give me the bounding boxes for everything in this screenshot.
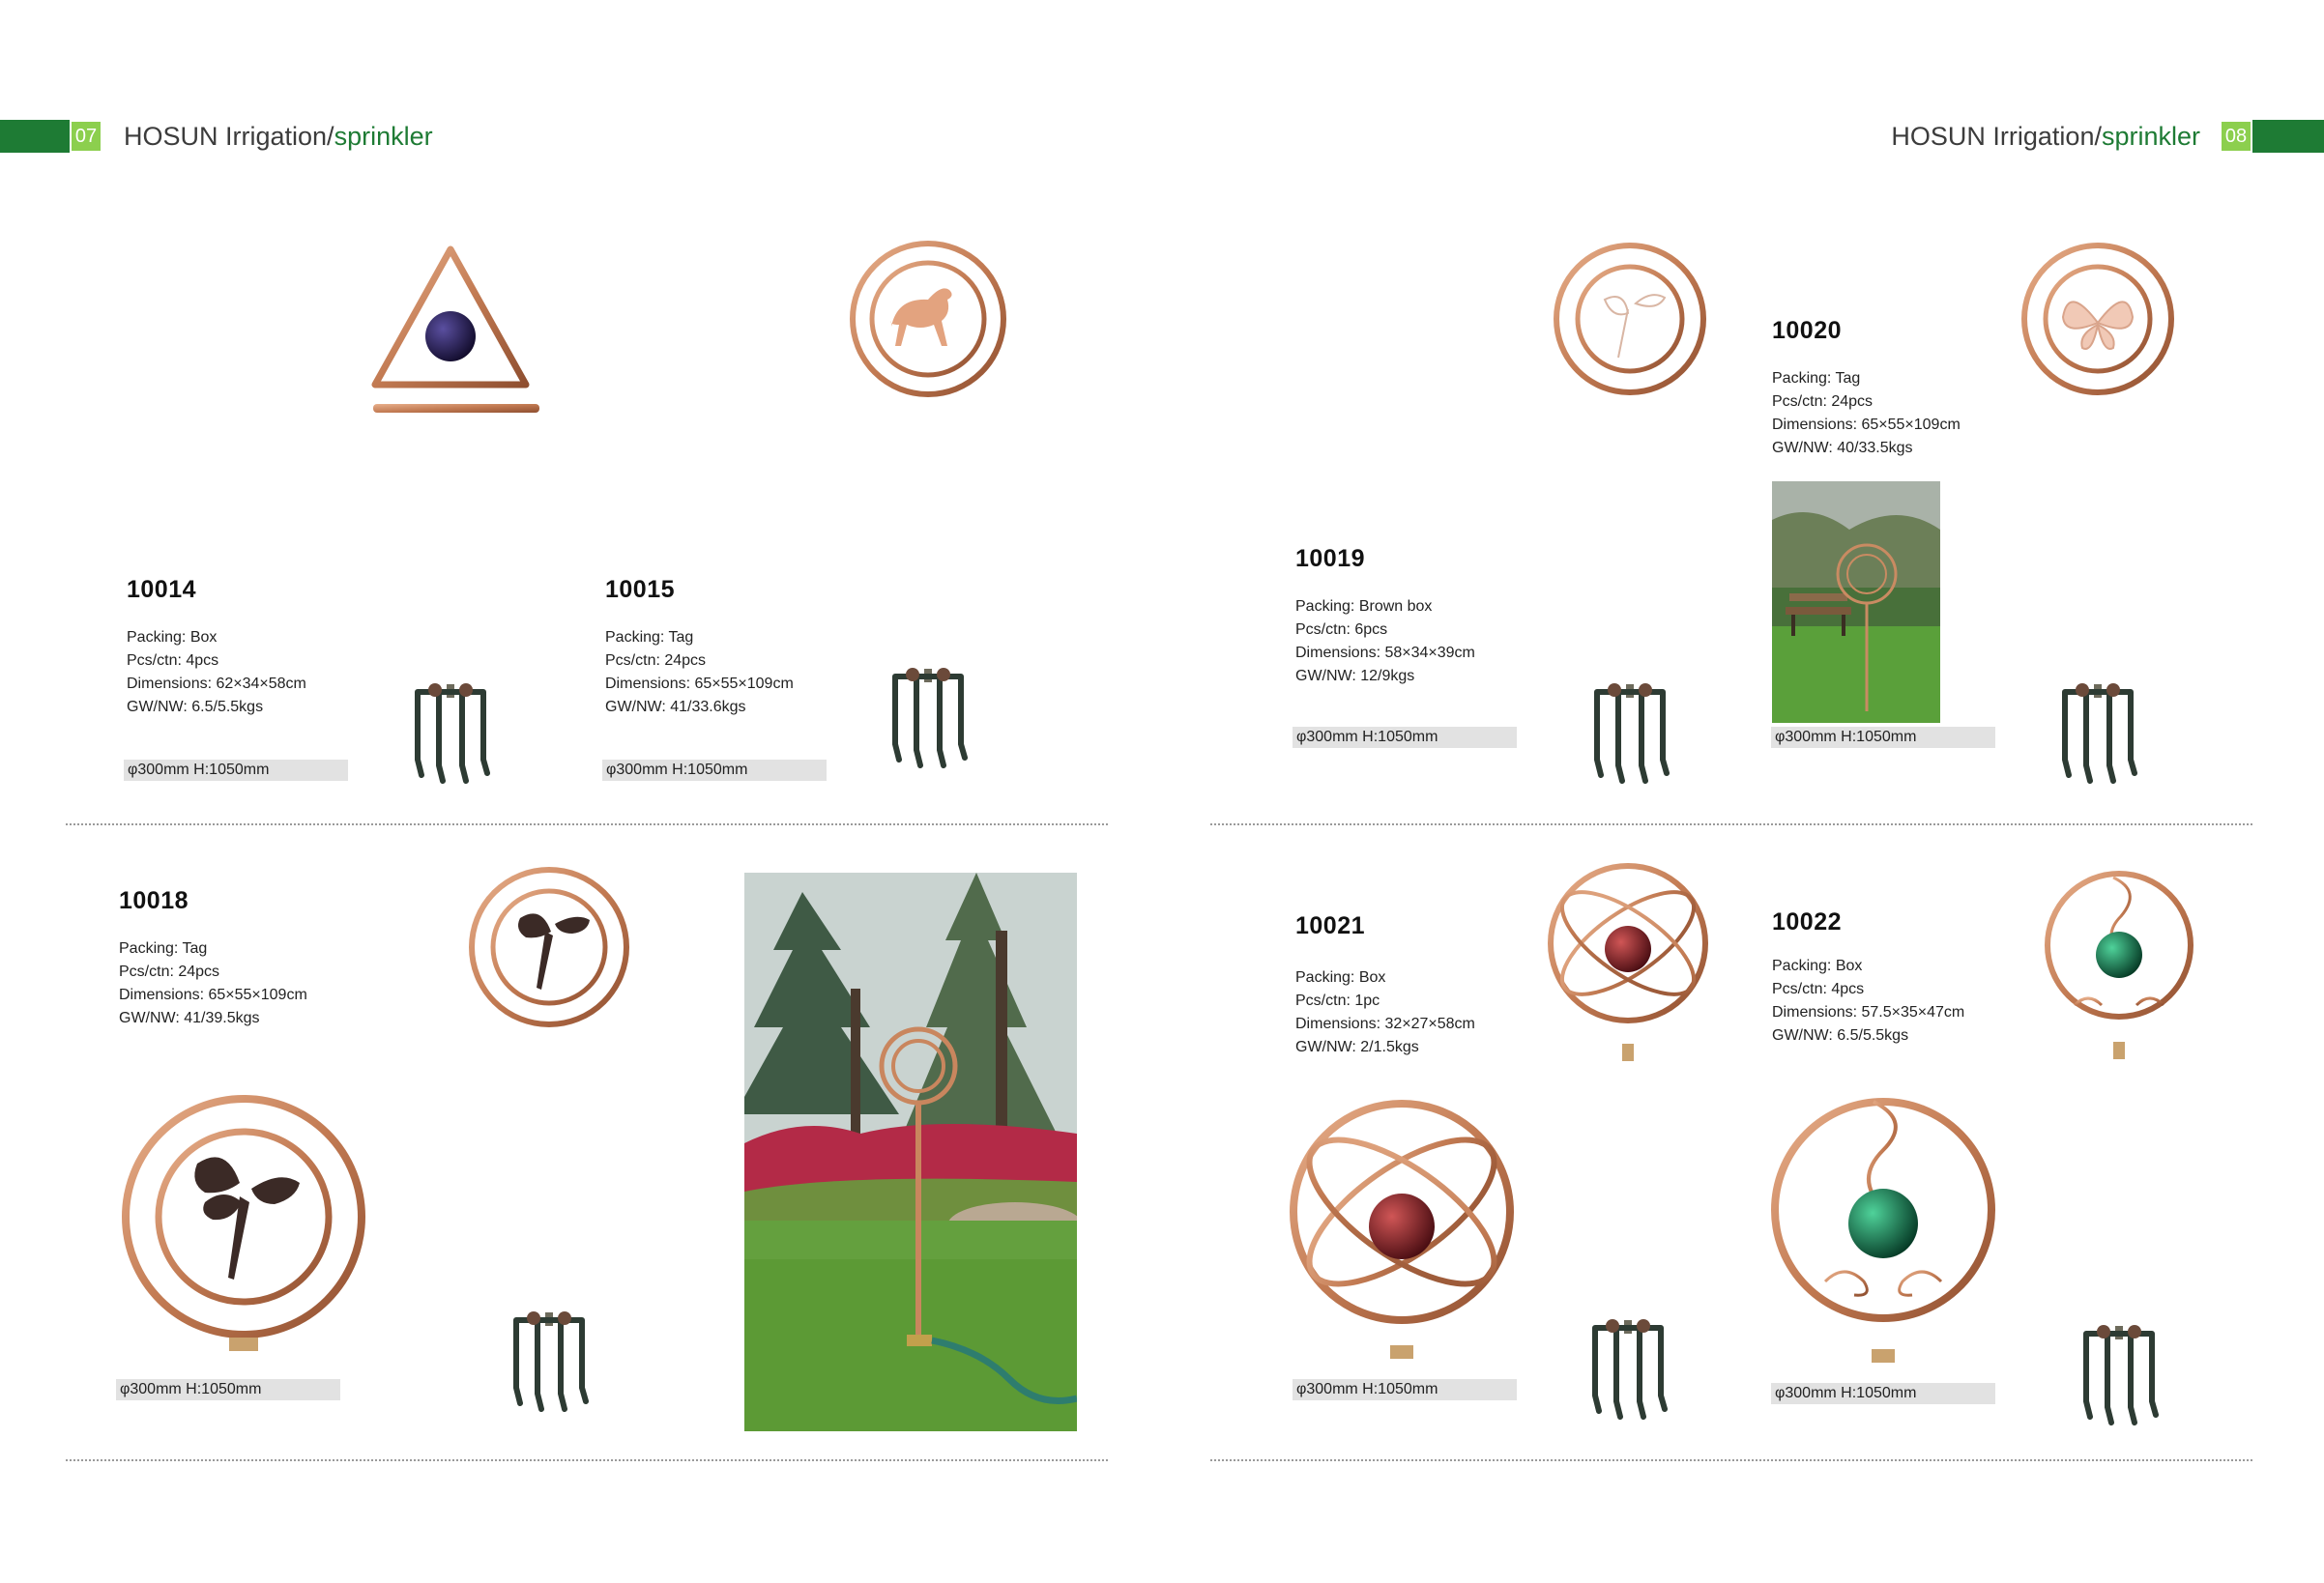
packing-text: Packing: Tag: [119, 940, 208, 957]
size-label: φ300mm H:1050mm: [1771, 727, 1995, 748]
product-code: 10020: [1772, 317, 1843, 344]
packing-text: Packing: Box: [1772, 958, 1863, 974]
product-specs: [119, 937, 307, 1030]
product-specs: [127, 626, 306, 719]
horse-ring-sprinkler-icon: [841, 232, 1015, 792]
pcs-per-carton-text: Pcs/ctn: 4pcs: [127, 652, 219, 669]
product-specs: [1772, 955, 1964, 1048]
product-code: 10018: [119, 887, 189, 914]
gyro-ball-closeup-icon: [1286, 1096, 1518, 1376]
dimensions-text: Dimensions: 58×34×39cm: [1295, 645, 1475, 661]
gyro-ball-sprinkler-icon: [1545, 860, 1719, 1440]
dragonfly-ring-sprinkler-icon: [466, 870, 640, 1430]
page-number-left: 07: [72, 122, 101, 151]
size-label: φ300mm H:1050mm: [1771, 1383, 1995, 1404]
weight-text: GW/NW: 41/39.5kgs: [119, 1010, 260, 1026]
header-bar-right: [2252, 120, 2324, 153]
row-divider-right-bottom: [1210, 1459, 2252, 1461]
weight-text: GW/NW: 2/1.5kgs: [1295, 1039, 1419, 1055]
size-label: φ300mm H:1050mm: [124, 760, 348, 781]
product-code: 10014: [127, 576, 197, 603]
pcs-per-carton-text: Pcs/ctn: 1pc: [1295, 993, 1380, 1009]
product-specs: [1295, 595, 1475, 688]
product-code: 10021: [1295, 912, 1366, 939]
header-title-left: [124, 120, 433, 153]
size-label: φ300mm H:1050mm: [602, 760, 827, 781]
product-specs: [605, 626, 794, 719]
dragonfly-ring-closeup-icon: [118, 1096, 369, 1376]
pcs-per-carton-text: Pcs/ctn: 4pcs: [1772, 981, 1865, 997]
header-bar-left: [0, 120, 70, 153]
packing-text: Packing: Box: [127, 629, 218, 646]
header-category: sprinkler: [334, 122, 433, 151]
size-label: φ300mm H:1050mm: [116, 1379, 340, 1400]
row-divider-left-bottom: [66, 1459, 1108, 1461]
product-specs: [1295, 966, 1475, 1059]
green-ball-ring-sprinkler-icon: [2036, 862, 2210, 1442]
header-brand: HOSUN Irrigation/: [1891, 122, 2102, 151]
bench-sprinkler-photo: [1772, 481, 1940, 723]
dimensions-text: Dimensions: 65×55×109cm: [119, 987, 307, 1003]
butterfly-ring-sprinkler-icon: [2015, 236, 2189, 806]
header-title-right: [1891, 120, 2200, 153]
product-code: 10015: [605, 576, 676, 603]
pcs-per-carton-text: Pcs/ctn: 24pcs: [605, 652, 707, 669]
dimensions-text: Dimensions: 32×27×58cm: [1295, 1016, 1475, 1032]
header-brand: HOSUN Irrigation/: [124, 122, 334, 151]
weight-text: GW/NW: 41/33.6kgs: [605, 699, 746, 715]
weight-text: GW/NW: 40/33.5kgs: [1772, 440, 1913, 456]
dragonfly-outline-ring-sprinkler-icon: [1547, 236, 1721, 806]
dimensions-text: Dimensions: 57.5×35×47cm: [1772, 1004, 1965, 1021]
packing-text: Packing: Box: [1295, 969, 1386, 986]
packing-text: Packing: Brown box: [1295, 598, 1433, 615]
dimensions-text: Dimensions: 65×55×109cm: [605, 676, 794, 692]
bench-scene-image: [1772, 481, 1940, 723]
garden-scene-image: [744, 873, 1077, 1431]
pcs-per-carton-text: Pcs/ctn: 24pcs: [119, 964, 220, 980]
header-category: sprinkler: [2101, 122, 2200, 151]
product-code: 10022: [1772, 908, 1843, 935]
triangle-ball-sprinkler-icon: [363, 240, 547, 800]
product-specs: [1772, 367, 1961, 460]
dimensions-text: Dimensions: 62×34×58cm: [127, 676, 306, 692]
weight-text: GW/NW: 6.5/5.5kgs: [127, 699, 264, 715]
row-divider-right-top: [1210, 823, 2252, 825]
product-code: 10019: [1295, 545, 1366, 572]
size-label: φ300mm H:1050mm: [1293, 727, 1517, 748]
garden-sprinkler-photo: [744, 873, 1077, 1431]
packing-text: Packing: Tag: [605, 629, 694, 646]
weight-text: GW/NW: 6.5/5.5kgs: [1772, 1027, 1909, 1044]
packing-text: Packing: Tag: [1772, 370, 1861, 387]
size-label: φ300mm H:1050mm: [1293, 1379, 1517, 1400]
dimensions-text: Dimensions: 65×55×109cm: [1772, 417, 1961, 433]
page-number-right: 08: [2222, 122, 2251, 151]
weight-text: GW/NW: 12/9kgs: [1295, 668, 1415, 684]
pcs-per-carton-text: Pcs/ctn: 24pcs: [1772, 393, 1874, 410]
row-divider-left-top: [66, 823, 1108, 825]
pcs-per-carton-text: Pcs/ctn: 6pcs: [1295, 621, 1388, 638]
green-ball-closeup-icon: [1767, 1088, 1999, 1378]
